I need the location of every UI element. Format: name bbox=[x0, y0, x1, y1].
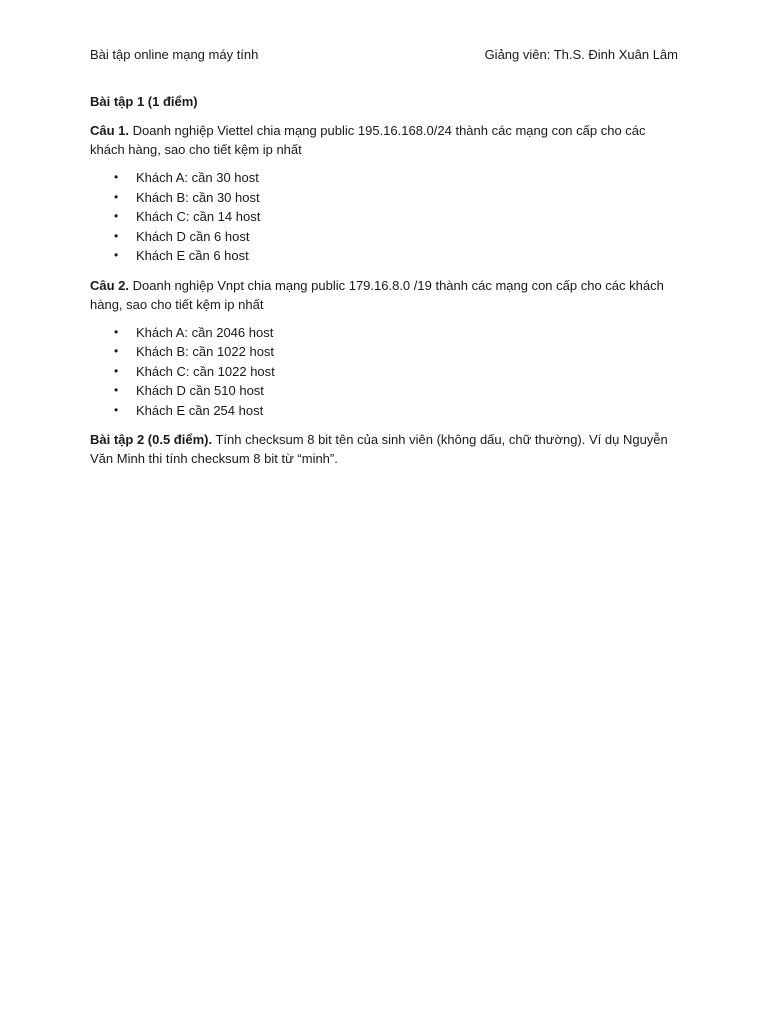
list-item bbox=[90, 188, 678, 208]
bullet-icon: • bbox=[114, 324, 119, 339]
list-item-text: Khách A: cần 2046 host bbox=[136, 324, 274, 340]
question-1 bbox=[90, 121, 678, 159]
bullet-icon: • bbox=[114, 228, 119, 243]
list-item bbox=[90, 168, 678, 188]
header-lecturer: Giảng viên: Th.S. Đinh Xuân Lâm bbox=[484, 47, 678, 62]
list-item bbox=[90, 362, 678, 382]
list-item bbox=[90, 342, 678, 362]
list-item bbox=[90, 323, 678, 343]
bullet-icon: • bbox=[114, 344, 119, 358]
list-item bbox=[90, 207, 678, 227]
list-item-text: Khách B: cần 30 host bbox=[136, 189, 260, 205]
list-item-text: Khách D cần 6 host bbox=[136, 228, 250, 244]
question-2-label: Câu 2. bbox=[90, 277, 130, 293]
list-item-text: Khách B: cần 1022 host bbox=[136, 344, 275, 359]
bullet-icon: • bbox=[114, 170, 119, 184]
list-item bbox=[90, 381, 678, 401]
list-item bbox=[90, 401, 678, 421]
bullet-icon: • bbox=[114, 402, 119, 417]
question-2 bbox=[90, 276, 678, 314]
exercise-2-label: Bài tập 2 (0.5 điểm). bbox=[90, 432, 213, 447]
list-item-text: Khách C: cần 14 host bbox=[136, 209, 261, 224]
exercise-1-title: Bài tập 1 (1 điểm) bbox=[90, 94, 198, 109]
question-1-customer-list bbox=[90, 168, 678, 266]
list-item bbox=[90, 227, 678, 247]
bullet-icon: • bbox=[114, 189, 119, 204]
page-header bbox=[90, 45, 678, 65]
bullet-icon: • bbox=[114, 363, 119, 378]
list-item-text: Khách C: cần 1022 host bbox=[136, 363, 275, 379]
list-item-text: Khách E cần 6 host bbox=[136, 248, 249, 263]
question-1-text: Doanh nghiệp Viettel chia mạng public 195.16.168.0/24 thành các mạng con cấp cho các khách hàng, sao cho tiết kệm ip nhất bbox=[90, 123, 646, 157]
bullet-icon: • bbox=[114, 383, 119, 397]
question-1-label: Câu 1. bbox=[90, 123, 130, 138]
list-item bbox=[90, 246, 678, 266]
list-item-text: Khách A: cần 30 host bbox=[136, 170, 259, 185]
list-item-text: Khách E cần 254 host bbox=[136, 402, 264, 418]
header-course-title: Bài tập online mạng máy tính bbox=[90, 47, 259, 62]
question-2-customer-list bbox=[90, 323, 678, 421]
question-2-text: Doanh nghiệp Vnpt chia mạng public 179.16.8.0 /19 thành các mạng con cấp cho các khách hàng, sao cho tiết kệm ip nhất bbox=[90, 277, 664, 312]
bullet-icon: • bbox=[114, 248, 119, 262]
exercise-2-text: Tính checksum 8 bit tên của sinh viên (không dấu, chữ thường). Ví dụ Nguyễn Văn Minh thi tính checksum 8 bit từ “minh”. bbox=[90, 432, 668, 466]
exercise-2 bbox=[90, 430, 678, 468]
list-item-text: Khách D cần 510 host bbox=[136, 383, 264, 398]
bullet-icon: • bbox=[114, 209, 119, 223]
